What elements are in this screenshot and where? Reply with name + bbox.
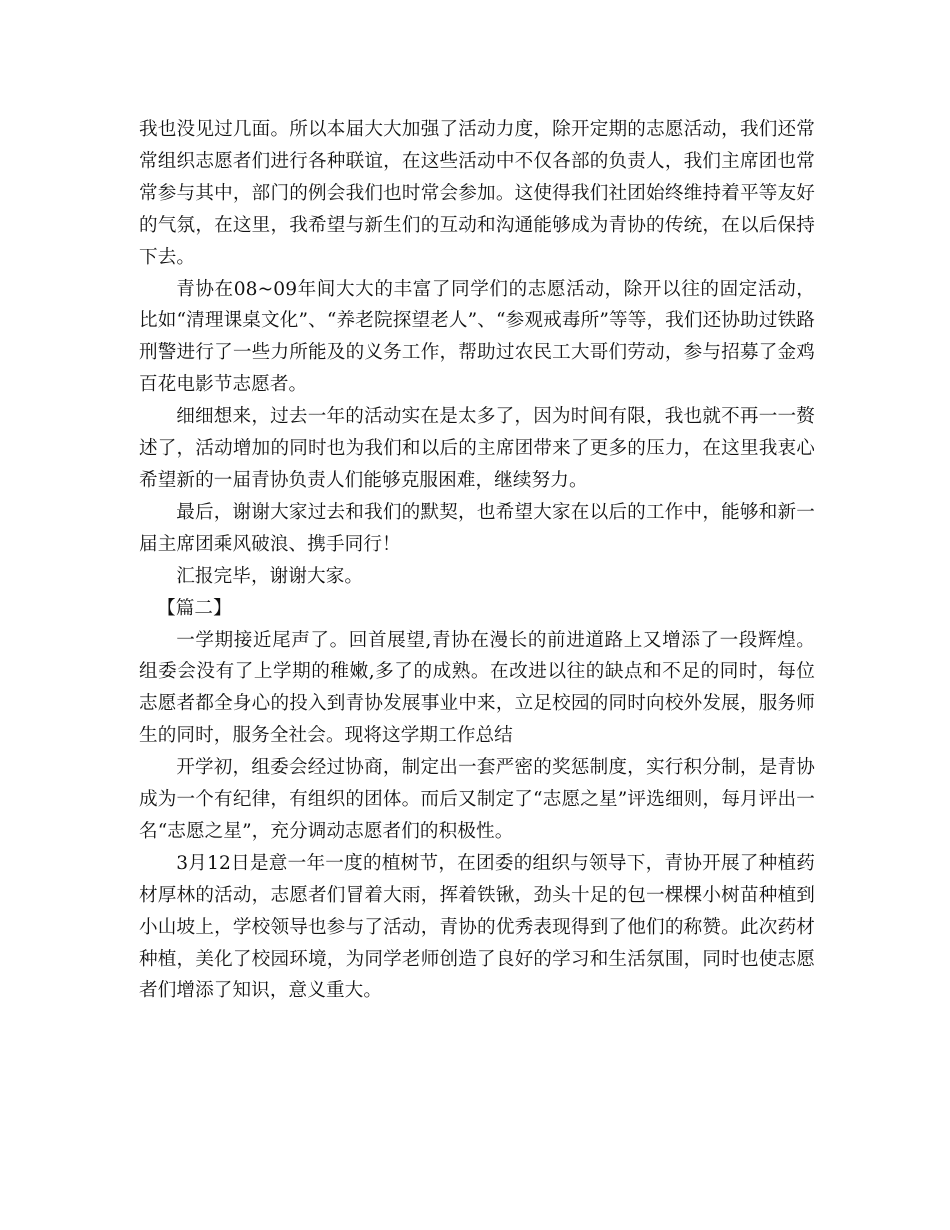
paragraph-closing: 汇报完毕，谢谢大家。 bbox=[176, 565, 364, 587]
paragraph-semester-intro: 一学期接近尾声了。回首展望,青协在漫长的前进道路上又增添了一段辉煌。组委会没有了上学期的稚嫩,多了的成熟。在改进以往的缺点和不足的同时，每位志愿者都全身心的投入到青协发展事业中来，立足校园的同时向校外发展，服务师生的同时，服务全社会。现将这学期工作总结 bbox=[139, 629, 815, 747]
paragraph-reflection: 细细想来，过去一年的活动实在是太多了，因为时间有限，我也就不再一一赘述了，活动增加的同时也为我们和以后的主席团带来了更多的压力，在这里我衷心希望新的一届青协负责人们能够克服困难，继续努力。 bbox=[139, 406, 815, 491]
section-heading: 【篇二】 bbox=[157, 597, 232, 619]
paragraph-thanks: 最后，谢谢大家过去和我们的默契，也希望大家在以后的工作中，能够和新一届主席团乘风破浪、携手同行！ bbox=[139, 501, 815, 555]
paragraph-activities: 青协在08~09年间大大的丰富了同学们的志愿活动，除开以往的固定活动，比如“清理课桌文化”、“养老院探望老人”、“参观戒毒所”等等，我们还协助过铁路刑警进行了一些力所能及的义务工作，帮助过农民工大哥们劳动，参与招募了金鸡百花电影节志愿者。 bbox=[139, 278, 815, 396]
paragraph-rules: 开学初，组委会经过协商，制定出一套严密的奖惩制度，实行积分制，是青协成为一个有纪律，有组织的团体。而后又制定了“志愿之星”评选细则，每月评出一名“志愿之星”，充分调动志愿者们的积极性。 bbox=[139, 757, 815, 842]
document-body bbox=[139, 114, 815, 1007]
paragraph-tree-planting: 3月12日是意一年一度的植树节，在团委的组织与领导下，青协开展了种植药材厚林的活动，志愿者们冒着大雨，挥着铁锹，劲头十足的包一棵棵小树苗种植到小山坡上，学校领导也参与了活动，青协的优秀表现得到了他们的称赞。此次药材种植，美化了校园环境，为同学老师创造了良好的学习和生活氛围，同时也使志愿者们增添了知识，意义重大。 bbox=[139, 852, 815, 1002]
paragraph-continuation: 我也没见过几面。所以本届大大加强了活动力度，除开定期的志愿活动，我们还常常组织志愿者们进行各种联谊，在这些活动中不仅各部的负责人，我们主席团也常常参与其中，部门的例会我们也时常会参加。这使得我们社团始终维持着平等友好的气氛，在这里，我希望与新生们的互动和沟通能够成为青协的传统，在以后保持下去。 bbox=[139, 119, 815, 268]
